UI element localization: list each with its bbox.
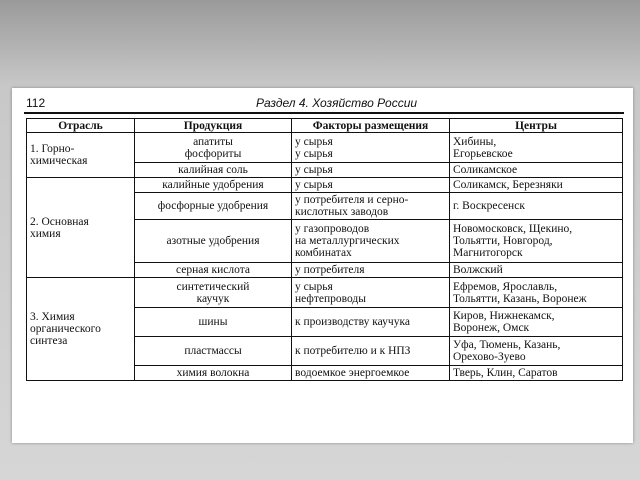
table-row [27,178,623,193]
product-cell: синтетический каучук [135,278,292,308]
centers-cell: Ефремов, Ярославль, Тольятти, Казань, Воронеж [450,278,623,308]
product-cell: апатиты фосфориты [135,133,292,163]
product-cell: шины [135,308,292,337]
chemical-industry-table [26,118,623,381]
table-row [27,133,623,163]
factor-cell: у потребителя и серно- кислотных заводов [292,193,450,220]
factor-cell: у сырья [292,163,450,178]
column-header-centers: Центры [450,119,623,133]
product-cell: калийные удобрения [135,178,292,193]
column-header-industry: Отрасль [27,119,135,133]
centers-cell: Уфа, Тюмень, Казань, Орехово-Зуево [450,337,623,366]
factor-cell: у сырья нефтепроводы [292,278,450,308]
industry-cell: 1. Горно- химическая [27,133,135,178]
industry-cell: 2. Основная химия [27,178,135,278]
section-title: Раздел 4. Хозяйство России [256,96,418,110]
product-cell: фосфорные удобрения [135,193,292,220]
centers-cell: Хибины, Егорьевское [450,133,623,163]
centers-cell: Волжский [450,263,623,278]
factor-cell: у сырья у сырья [292,133,450,163]
industry-cell: 3. Химия органического синтеза [27,278,135,381]
table-body [27,133,623,381]
column-header-product: Продукция [135,119,292,133]
centers-cell: Новомосковск, Щекино, Тольятти, Новгород, Магнитогорск [450,220,623,263]
factor-cell: к потребителю и к НПЗ [292,337,450,366]
centers-cell: г. Воскресенск [450,193,623,220]
centers-cell: Киров, Нижнекамск, Воронеж, Омск [450,308,623,337]
factor-cell: у газопроводов на металлургических комбинатах [292,220,450,263]
column-header-factors: Факторы размещения [292,119,450,133]
table-row [27,278,623,308]
factor-cell: у потребителя [292,263,450,278]
product-cell: серная кислота [135,263,292,278]
factor-cell: водоемкое энергоемкое [292,366,450,381]
centers-cell: Тверь, Клин, Саратов [450,366,623,381]
product-cell: пластмассы [135,337,292,366]
table-header-row [27,119,623,133]
product-cell: азотные удобрения [135,220,292,263]
centers-cell: Соликамское [450,163,623,178]
book-page [12,88,633,443]
page-number: 112 [26,96,46,110]
factor-cell: у сырья [292,178,450,193]
product-cell: химия волокна [135,366,292,381]
product-cell: калийная соль [135,163,292,178]
header-rule [24,112,624,114]
centers-cell: Соликамск, Березняки [450,178,623,193]
page-header [26,96,622,112]
factor-cell: к производству каучука [292,308,450,337]
